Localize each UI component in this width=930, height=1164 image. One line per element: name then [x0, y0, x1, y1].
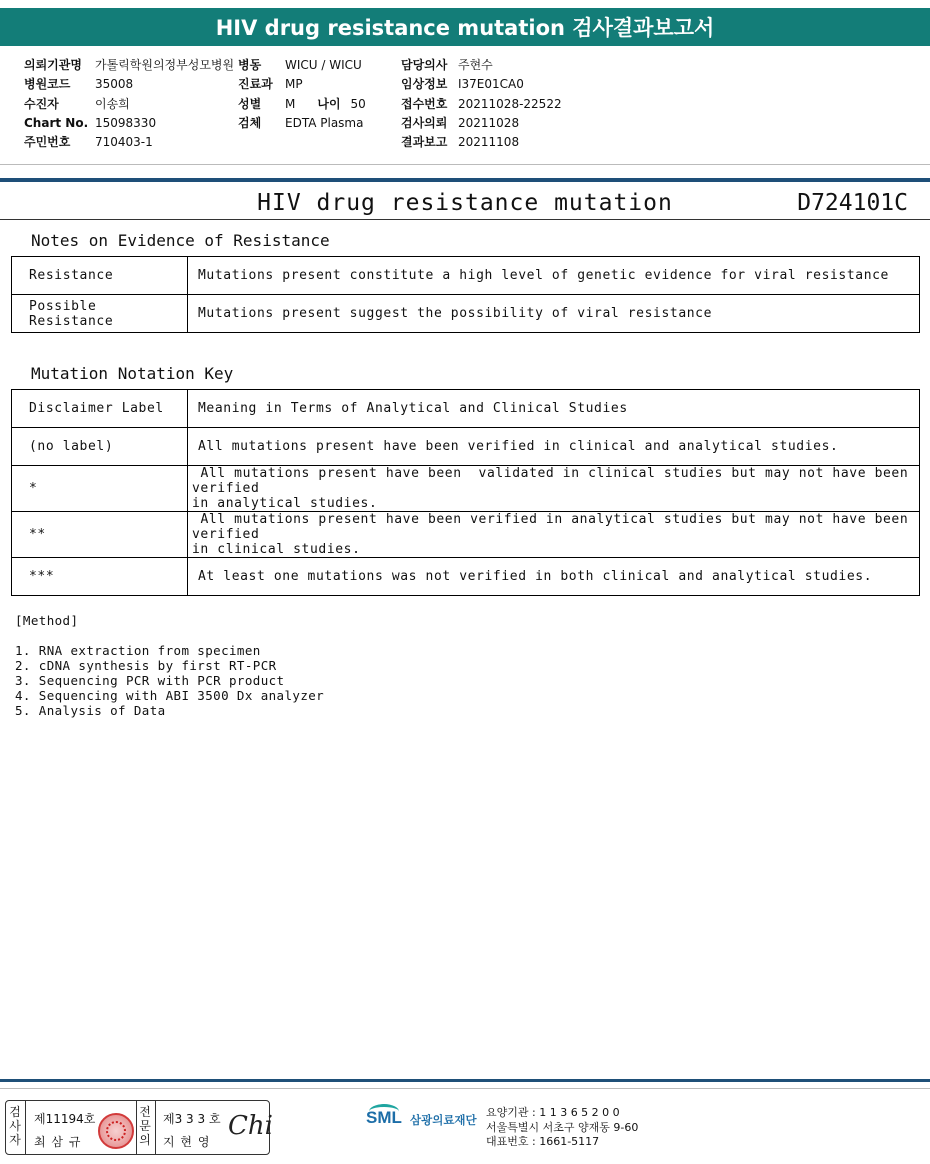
info-label: 검체 — [238, 115, 262, 130]
info-value: 20211028 — [458, 115, 520, 130]
method-step: 1. RNA extraction from specimen — [15, 643, 261, 658]
footer-divider-thick — [0, 1079, 930, 1082]
info-value: M — [285, 96, 296, 111]
notation-label: (no label) — [12, 428, 188, 466]
org-address — [486, 1106, 638, 1150]
specialist-label-char: 의 — [139, 1133, 151, 1147]
logo-text: SML — [366, 1108, 402, 1127]
evidence-label: Resistance — [12, 257, 188, 295]
divider-thick — [0, 178, 930, 182]
evidence-table — [11, 256, 920, 333]
patient-info-col2 — [238, 56, 366, 133]
table-row — [12, 512, 920, 558]
info-label: Chart No. — [24, 115, 89, 130]
info-value: 50 — [350, 96, 366, 111]
org-name: 삼광의료재단 — [410, 1113, 477, 1127]
info-label: 진료과 — [238, 77, 273, 92]
table-row — [12, 257, 920, 295]
patient-info-col3 — [401, 56, 562, 152]
notation-table — [11, 389, 920, 596]
address-line: 서울특별시 서초구 양재동 9-60 — [486, 1120, 639, 1134]
info-value: 이송희 — [95, 96, 130, 111]
info-value: I37E01CA0 — [458, 77, 524, 92]
divider — [0, 219, 930, 220]
info-label: 병동 — [238, 58, 262, 72]
table-row — [12, 428, 920, 466]
notation-heading: Mutation Notation Key — [31, 364, 234, 383]
seal-stamp-icon — [98, 1113, 134, 1149]
info-label: 수진자 — [24, 96, 59, 111]
info-label: 검사의뢰 — [401, 115, 448, 130]
address-line: 요양기관 : 1 1 3 6 5 2 0 0 — [486, 1106, 620, 1119]
info-value: 15098330 — [95, 115, 157, 130]
notation-header-desc: Meaning in Terms of Analytical and Clinical Studies — [188, 390, 920, 428]
notation-header-label: Disclaimer Label — [12, 390, 188, 428]
info-label: 의뢰기관명 — [24, 58, 82, 72]
divider — [25, 1101, 26, 1154]
info-value: 가톨릭학원의정부성모병원 — [95, 58, 235, 72]
table-header-row — [12, 390, 920, 428]
signature-box — [5, 1100, 273, 1155]
age-field — [317, 95, 365, 114]
info-label: 결과보고 — [401, 135, 448, 150]
specialist-label-char: 문 — [139, 1119, 151, 1133]
table-row — [12, 466, 920, 512]
evidence-heading: Notes on Evidence of Resistance — [31, 231, 330, 250]
info-value: MP — [285, 77, 303, 92]
evidence-desc: Mutations present suggest the possibility of viral resistance — [188, 295, 920, 333]
method-section — [15, 613, 324, 718]
notation-desc: All mutations present have been verified in analytical studies but may not have been verified in clinical studies. — [188, 512, 920, 558]
tester-label-char: 검 — [9, 1105, 21, 1119]
table-row — [12, 295, 920, 333]
notation-desc: At least one mutations was not verified in both clinical and analytical studies. — [188, 558, 920, 596]
info-value: 35008 — [95, 77, 134, 92]
method-heading: [Method] — [15, 613, 79, 628]
tester-label — [8, 1105, 22, 1147]
info-value: 20211028-22522 — [458, 96, 562, 111]
footer — [0, 1098, 930, 1158]
tester-license-no: 제11194호 — [34, 1112, 96, 1126]
divider — [155, 1101, 156, 1154]
signature-icon: Chi — [228, 1111, 273, 1141]
divider — [136, 1101, 137, 1154]
specialist-license-no: 제3 3 3 호 — [163, 1112, 221, 1126]
notation-label: * — [12, 466, 188, 512]
notation-desc: All mutations present have been validated in clinical studies but may not have been verified in analytical studies. — [188, 466, 920, 512]
info-value: 주현수 — [458, 58, 493, 72]
address-line: 대표번호 : 1661-5117 — [486, 1135, 600, 1148]
method-step: 4. Sequencing with ABI 3500 Dx analyzer — [15, 688, 325, 703]
report-title: HIV drug resistance mutation — [257, 190, 673, 216]
info-label: 접수번호 — [401, 96, 448, 111]
info-label: 병원코드 — [24, 77, 71, 92]
specialist-label-char: 전 — [139, 1105, 151, 1119]
specialist-label — [138, 1105, 152, 1147]
footer-divider — [0, 1088, 930, 1089]
info-label: 나이 — [317, 96, 341, 111]
info-value: WICU / WICU — [285, 58, 362, 72]
info-value: 20211108 — [458, 135, 520, 150]
evidence-label: Possible Resistance — [12, 295, 188, 333]
method-step: 3. Sequencing PCR with PCR product — [15, 673, 285, 688]
patient-info-col1 — [24, 56, 234, 152]
report-code: D724101C — [797, 190, 908, 216]
notation-desc: All mutations present have been verified in clinical and analytical studies. — [188, 428, 920, 466]
info-value: EDTA Plasma — [285, 115, 364, 130]
report-banner-title: HIV drug resistance mutation 검사결과보고서 — [0, 8, 930, 46]
specialist-name: 지 현 영 — [163, 1135, 211, 1149]
divider — [0, 164, 930, 165]
method-step: 5. Analysis of Data — [15, 703, 166, 718]
evidence-desc: Mutations present constitute a high level of genetic evidence for viral resistance — [188, 257, 920, 295]
notation-label: *** — [12, 558, 188, 596]
table-row — [12, 558, 920, 596]
info-label: 담당의사 — [401, 58, 448, 72]
notation-label: ** — [12, 512, 188, 558]
method-step: 2. cDNA synthesis by first RT-PCR — [15, 658, 277, 673]
tester-name: 최 삼 규 — [34, 1135, 82, 1149]
info-label: 임상정보 — [401, 77, 448, 92]
tester-label-char: 사 — [9, 1119, 21, 1133]
info-label: 성별 — [238, 96, 262, 111]
tester-label-char: 자 — [9, 1133, 21, 1147]
info-label: 주민번호 — [24, 135, 71, 150]
info-value: 710403-1 — [95, 135, 153, 150]
